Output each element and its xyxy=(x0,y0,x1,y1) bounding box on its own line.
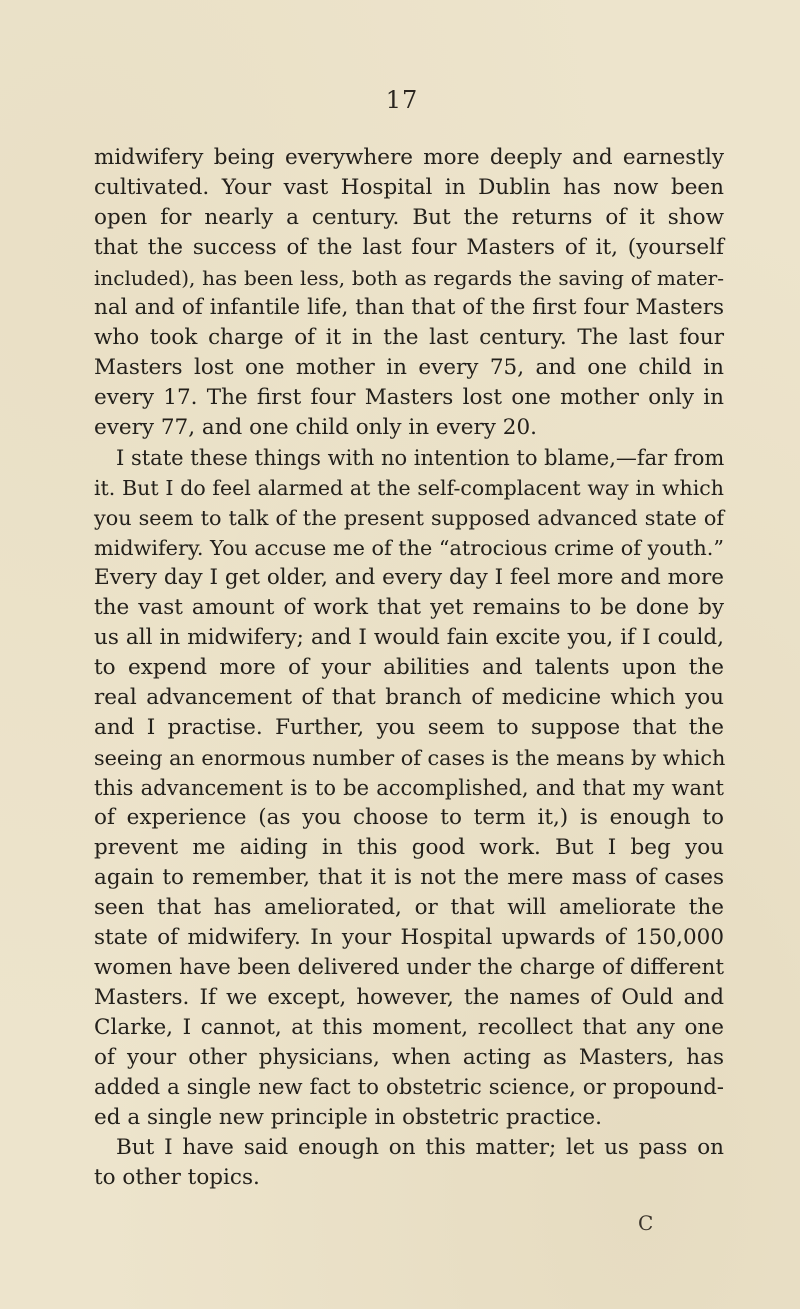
text-line: Masters. If we except, however, the names of Ould and xyxy=(94,985,724,1010)
text-line: every 17. The first four Masters lost one mother only in xyxy=(94,385,724,410)
text-line: of experience (as you choose to term it,) is enough to xyxy=(94,805,724,830)
text-line: included), has been less, both as regards the saving of mater- xyxy=(94,266,724,290)
text-line: seen that has ameliorated, or that will ameliorate the xyxy=(94,895,724,920)
text-line: to expend more of your abilities and talents upon the xyxy=(94,655,724,680)
page-number: 17 xyxy=(385,86,419,114)
paragraph-end-line: every 77, and one child only in every 20. xyxy=(94,415,537,440)
text-line: again to remember, that it is not the mere mass of cases xyxy=(94,865,724,890)
text-line: Every day I get older, and every day I feel more and more xyxy=(94,565,724,590)
text-line: state of midwifery. In your Hospital upwards of 150,000 xyxy=(94,925,724,950)
text-line: of your other physicians, when acting as Masters, has xyxy=(94,1045,724,1070)
text-line: and I practise. Further, you seem to suppose that the xyxy=(94,715,724,740)
text-line: cultivated. Your vast Hospital in Dublin has now been xyxy=(94,175,724,200)
text-line: nal and of infantile life, than that of the first four Masters xyxy=(94,295,724,320)
text-line: this advancement is to be accomplished, and that my want xyxy=(94,776,724,800)
text-line: who took charge of it in the last century. The last four xyxy=(94,325,724,350)
text-line: that the success of the last four Masters of it, (yourself xyxy=(94,235,724,260)
text-line: the vast amount of work that yet remains to be done by xyxy=(94,595,724,620)
text-line: midwifery being everywhere more deeply and earnestly xyxy=(94,145,724,170)
paragraph-end-line: ed a single new principle in obstetric practice. xyxy=(94,1105,602,1130)
text-line: Masters lost one mother in every 75, and one child in xyxy=(94,355,724,380)
text-line: seeing an enormous number of cases is the means by which xyxy=(94,746,726,770)
text-line: open for nearly a century. But the returns of it show xyxy=(94,205,724,230)
text-line: prevent me aiding in this good work. But I beg you xyxy=(94,835,724,860)
printer-signature-mark: C xyxy=(638,1211,654,1235)
text-line: women have been delivered under the charge of different xyxy=(94,955,724,980)
text-line: added a single new fact to obstetric science, or propound- xyxy=(94,1075,724,1100)
paragraph-end-line: to other topics. xyxy=(94,1165,260,1190)
text-line: us all in midwifery; and I would fain excite you, if I could, xyxy=(94,625,724,650)
text-line: you seem to talk of the present supposed advanced state of xyxy=(94,506,724,530)
paragraph-start-line: I state these things with no intention to blame,—far from xyxy=(116,446,725,470)
paragraph-start-line: But I have said enough on this matter; let us pass on xyxy=(116,1135,724,1160)
text-line: it. But I do feel alarmed at the self-complacent way in which xyxy=(94,476,724,500)
text-line: real advancement of that branch of medicine which you xyxy=(94,685,724,710)
text-line: Clarke, I cannot, at this moment, recollect that any one xyxy=(94,1015,724,1040)
body-text xyxy=(94,143,724,1193)
text-line: midwifery. You accuse me of the “atrocious crime of youth.” xyxy=(94,536,724,560)
